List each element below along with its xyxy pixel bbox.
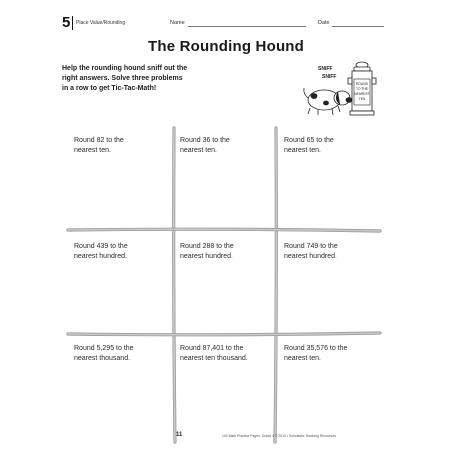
problem-line: nearest hundred. [284, 252, 337, 260]
name-label: Name [170, 20, 185, 26]
problem-line: Round 87,401 to the [180, 345, 244, 352]
problem-line: Round 5,295 to the [74, 345, 134, 352]
sign-line: NEAREST [354, 92, 370, 96]
instructions-line: in a row to get Tic-Tac-Math! [62, 85, 157, 92]
name-field[interactable] [188, 26, 306, 27]
sniff-text: SNIFF [322, 74, 337, 80]
grid-cell[interactable] [180, 242, 268, 261]
instructions-line: right answers. Solve three problems [62, 75, 183, 82]
sniff-text: SNIFF [318, 66, 333, 72]
problem-line: nearest ten. [180, 146, 217, 154]
sign-line: ROUND [355, 82, 369, 86]
problem-line: nearest ten. [284, 354, 321, 362]
date-field[interactable] [332, 26, 384, 27]
grid-cell[interactable] [74, 136, 162, 155]
problem-line: nearest hundred. [180, 252, 233, 260]
page-title: The Rounding Hound [147, 38, 305, 55]
unit-divider [72, 16, 73, 30]
problem-line: Round 35,576 to the [284, 345, 348, 352]
worksheet-page [48, 8, 404, 448]
problem-line: Round 36 to the [180, 137, 230, 144]
rounding-hound-illustration [300, 56, 390, 118]
problem-line: nearest thousand. [74, 354, 131, 362]
dog-icon [304, 88, 352, 115]
sign-line: TEN [358, 97, 366, 101]
unit-number: 5 [62, 14, 71, 31]
problem-line: Round 288 to the [180, 243, 234, 250]
grid-cell[interactable] [284, 242, 372, 261]
page-number: 11 [176, 432, 183, 438]
problem-line: nearest ten thousand. [180, 354, 248, 362]
date-label: Date [318, 20, 330, 26]
problem-line: nearest hundred. [74, 252, 127, 260]
unit-label: Place Value/Rounding [76, 20, 126, 26]
grid-cell[interactable] [180, 344, 268, 363]
grid-cell[interactable] [284, 136, 372, 155]
instructions-line: Help the rounding hound sniff out the [62, 65, 188, 72]
grid-lines [66, 126, 382, 444]
problem-line: Round 82 to the [74, 137, 124, 144]
grid-cell[interactable] [180, 136, 268, 155]
problem-line: nearest ten. [74, 146, 111, 154]
tic-tac-math-grid [66, 126, 382, 444]
grid-cell[interactable] [74, 344, 162, 363]
problem-line: nearest ten. [284, 146, 321, 154]
problem-line: Round 749 to the [284, 243, 338, 250]
grid-cell[interactable] [284, 344, 372, 363]
page-header [48, 14, 404, 32]
problem-line: Round 65 to the [284, 137, 334, 144]
grid-cell[interactable] [74, 242, 162, 261]
problem-line: Round 439 to the [74, 243, 128, 250]
sign-line: TO THE [356, 87, 368, 91]
instructions [62, 64, 262, 94]
footer-credit: 100 Math Practice Pages, Grade 4 © 2013 • Scholastic Teaching Resources [222, 434, 337, 438]
